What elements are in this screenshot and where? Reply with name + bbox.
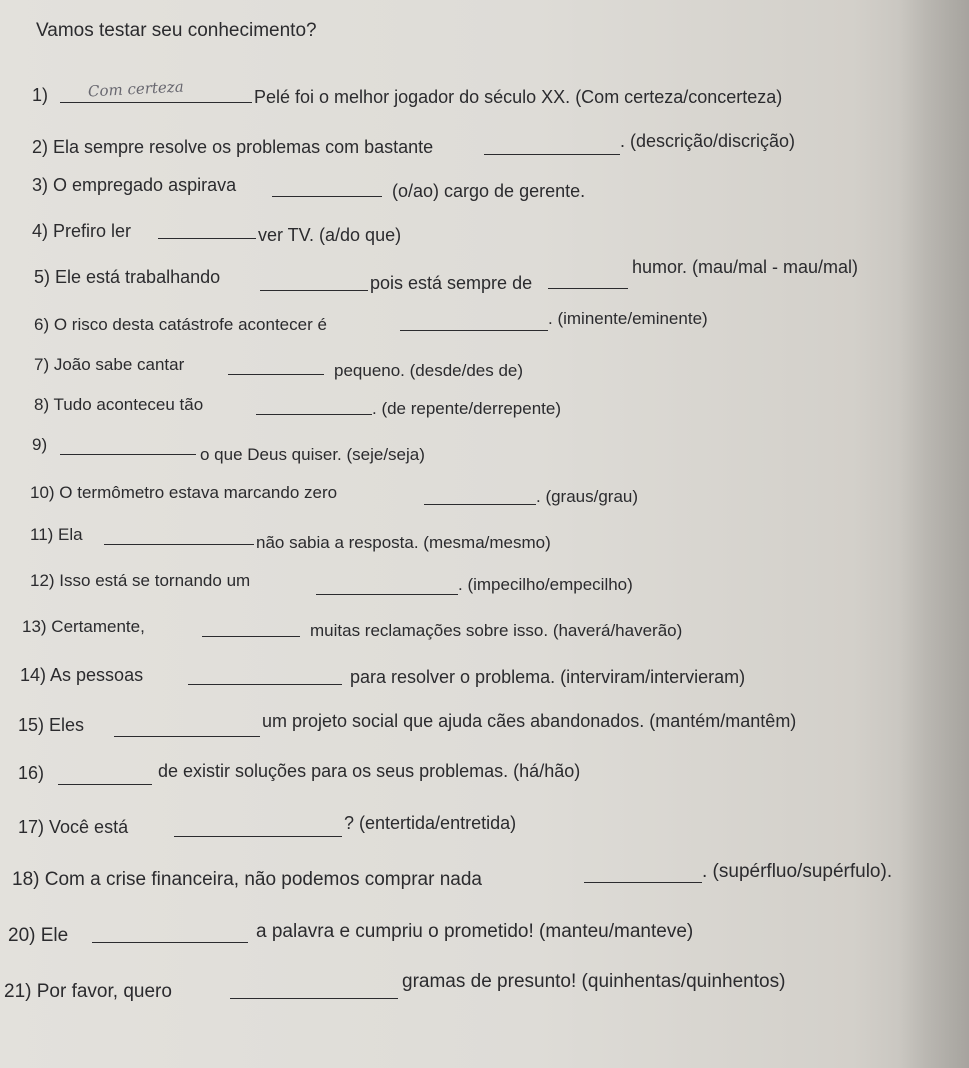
question-text: . (graus/grau) — [536, 487, 639, 506]
question-text: para resolver o problema. (interviram/intervieram) — [350, 667, 746, 687]
question-text: ver TV. (a/do que) — [258, 225, 402, 245]
question-text: 17) Você está — [18, 817, 129, 837]
question-text: humor. (mau/mal - mau/mal) — [632, 257, 859, 277]
question-text: 18) Com a crise financeira, não podemos comprar nada — [12, 869, 482, 890]
question-text: 12) Isso está se tornando um — [30, 571, 251, 590]
question-text: a palavra e cumpriu o prometido! (manteu/manteve) — [256, 921, 694, 942]
page-edge-shadow — [899, 0, 969, 1068]
question-text: Pelé foi o melhor jogador do século XX. (Com certeza/concerteza) — [254, 87, 783, 107]
answer-blank — [60, 102, 252, 103]
question-text: de existir soluções para os seus problemas. (há/hão) — [158, 761, 581, 781]
question-number: 1) — [32, 85, 49, 105]
question-text: um projeto social que ajuda cães abandonados. (mantém/mantêm) — [262, 711, 797, 731]
question-text: 5) Ele está trabalhando — [34, 267, 221, 287]
question-text: 14) As pessoas — [20, 665, 144, 685]
question-text: 13) Certamente, — [22, 617, 145, 636]
handwritten-answer: Com certeza — [87, 77, 185, 101]
question-text: 3) O empregado aspirava — [32, 175, 237, 195]
answer-blank — [174, 836, 342, 837]
answer-blank — [114, 736, 260, 737]
question-text: 21) Por favor, quero — [4, 981, 172, 1002]
answer-blank — [316, 594, 458, 595]
question-text: ? (entertida/entretida) — [344, 813, 517, 833]
question-text: 10) O termômetro estava marcando zero — [30, 483, 338, 502]
answer-blank — [92, 942, 248, 943]
answer-blank — [58, 784, 152, 785]
answer-blank — [256, 414, 372, 415]
question-text: 7) João sabe cantar — [34, 355, 185, 374]
question-text: não sabia a resposta. (mesma/mesmo) — [256, 533, 551, 552]
answer-blank — [584, 882, 702, 883]
answer-blank — [104, 544, 254, 545]
question-text: . (descrição/discrição) — [620, 131, 796, 151]
question-text: pois está sempre de — [370, 273, 533, 293]
question-text: 6) O risco desta catástrofe acontecer é — [34, 315, 327, 334]
question-text: . (iminente/eminente) — [548, 309, 708, 328]
question-text: 2) Ela sempre resolve os problemas com bastante — [32, 137, 434, 157]
answer-blank — [230, 998, 398, 999]
question-text: . (supérfluo/supérfulo). — [702, 861, 893, 882]
answer-blank — [484, 154, 620, 155]
question-text: o que Deus quiser. (seje/seja) — [200, 445, 425, 464]
question-text: gramas de presunto! (quinhentas/quinhentos) — [402, 971, 786, 992]
question-text: 15) Eles — [18, 715, 85, 735]
answer-blank — [260, 290, 368, 291]
answer-blank — [400, 330, 548, 331]
answer-blank — [272, 196, 382, 197]
question-number: 16) — [18, 763, 45, 783]
question-text: pequeno. (desde/des de) — [334, 361, 524, 380]
question-text: 20) Ele — [8, 925, 69, 946]
answer-blank — [202, 636, 300, 637]
question-text: (o/ao) cargo de gerente. — [392, 181, 586, 201]
answer-blank — [424, 504, 536, 505]
question-text: . (impecilho/empecilho) — [458, 575, 633, 594]
answer-blank — [60, 454, 196, 455]
answer-blank — [228, 374, 324, 375]
question-text: 8) Tudo aconteceu tão — [34, 395, 204, 414]
question-text: . (de repente/derrepente) — [372, 399, 562, 418]
answer-blank — [188, 684, 342, 685]
question-text: 11) Ela — [30, 525, 83, 544]
worksheet-title: Vamos testar seu conhecimento? — [36, 20, 317, 41]
question-text: muitas reclamações sobre isso. (haverá/haverão) — [310, 621, 683, 640]
answer-blank — [548, 288, 628, 289]
question-text: 4) Prefiro ler — [32, 221, 132, 241]
question-number: 9) — [32, 435, 48, 454]
answer-blank — [158, 238, 256, 239]
